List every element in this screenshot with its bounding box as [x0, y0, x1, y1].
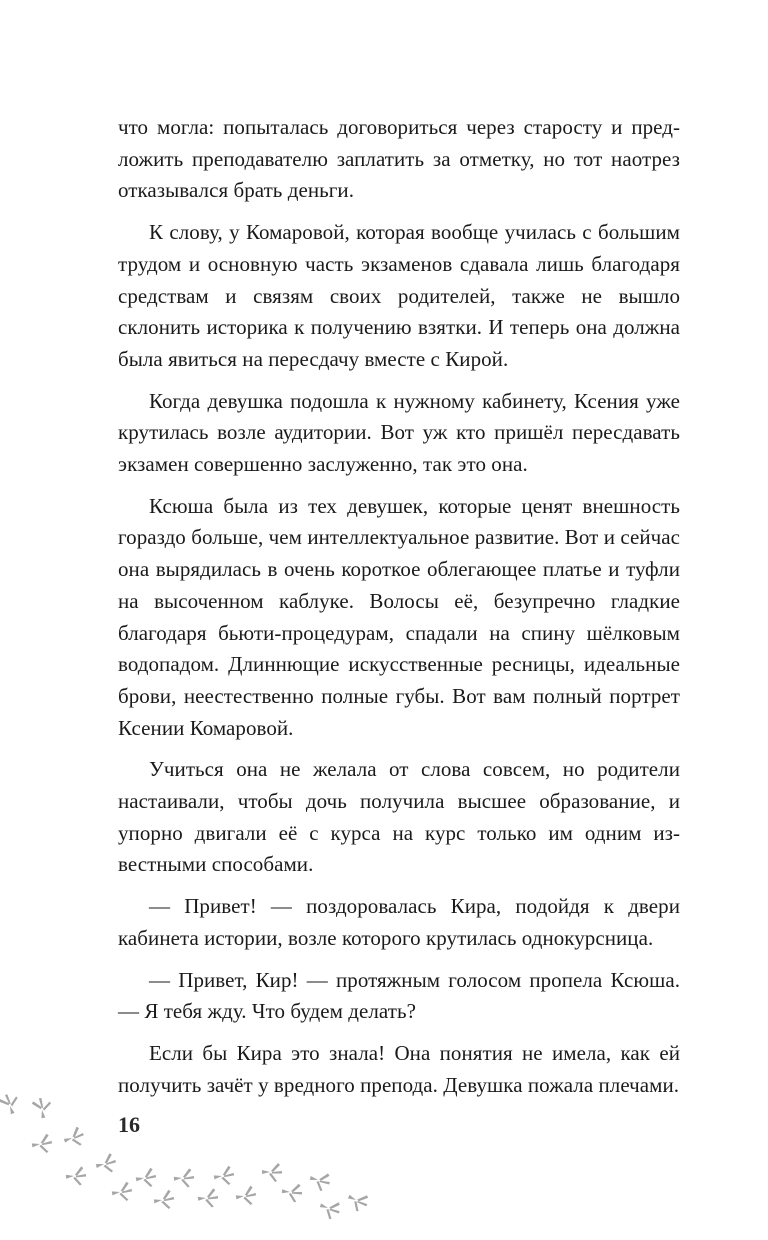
paragraph-6: — Привет! — поздоровалась Кира, подойдя к двери кабинета истории, возле которого крутилась однокурсница. [118, 894, 680, 950]
paragraph-7: — Привет, Кир! — протяжным голосом пропела Ксюша. — Я тебя жду. Что будем делать? [118, 967, 680, 1024]
paragraph-4: Ксюша была из тех девушек, которые ценят внешность гораздо больше, чем интеллектуальное развитие. Вот и сейчас она вырядилась в очень короткое облегающее платье и туфли на высоченном каблуке. Волосы её, безупречно гладкие благодаря бьюти-процедурам, спадали на спину шёлковым водопадом. Длиннющие искусственные ресницы, идеальные брови, неестественно полные губы. Вот вам полный портрет Ксении Комаровой. [118, 493, 680, 740]
paragraph-2: К слову, у Комаровой, которая вообще училась с большим трудом и основную часть экзаменов сдавала лишь благодаря средствам и связям своих родителей, также не вышло склонить историка к получению взятки. И теперь она должна была явиться на пересдачу вместе с Кирой. [118, 220, 680, 371]
page-number: 16 [118, 1112, 140, 1137]
bird-footprints-icon [0, 1080, 400, 1230]
paragraph-1: что могла: попыталась договориться через старосту и предложить преподавателю заплатить за отметку, но тот наотрез отказывался брать деньги. [118, 115, 680, 203]
paragraph-3: Когда девушка подошла к нужному кабинету, Ксения уже крутилась возле аудитории. Вот уж кто пришёл пересдавать экзамен совершенно заслуженно, так это она. [118, 388, 680, 477]
page-text [118, 112, 680, 1101]
paragraph-5: Учиться она не желала от слова совсем, но родители настаивали, чтобы дочь получила высшее образование, и упорно двигали её с курса на курс только им одним известными способами. [118, 757, 680, 877]
paragraph-8: Если бы Кира это знала! Она понятия не имела, как ей получить зачёт у вредного препода. Девушка пожала плечами. [118, 1040, 680, 1097]
